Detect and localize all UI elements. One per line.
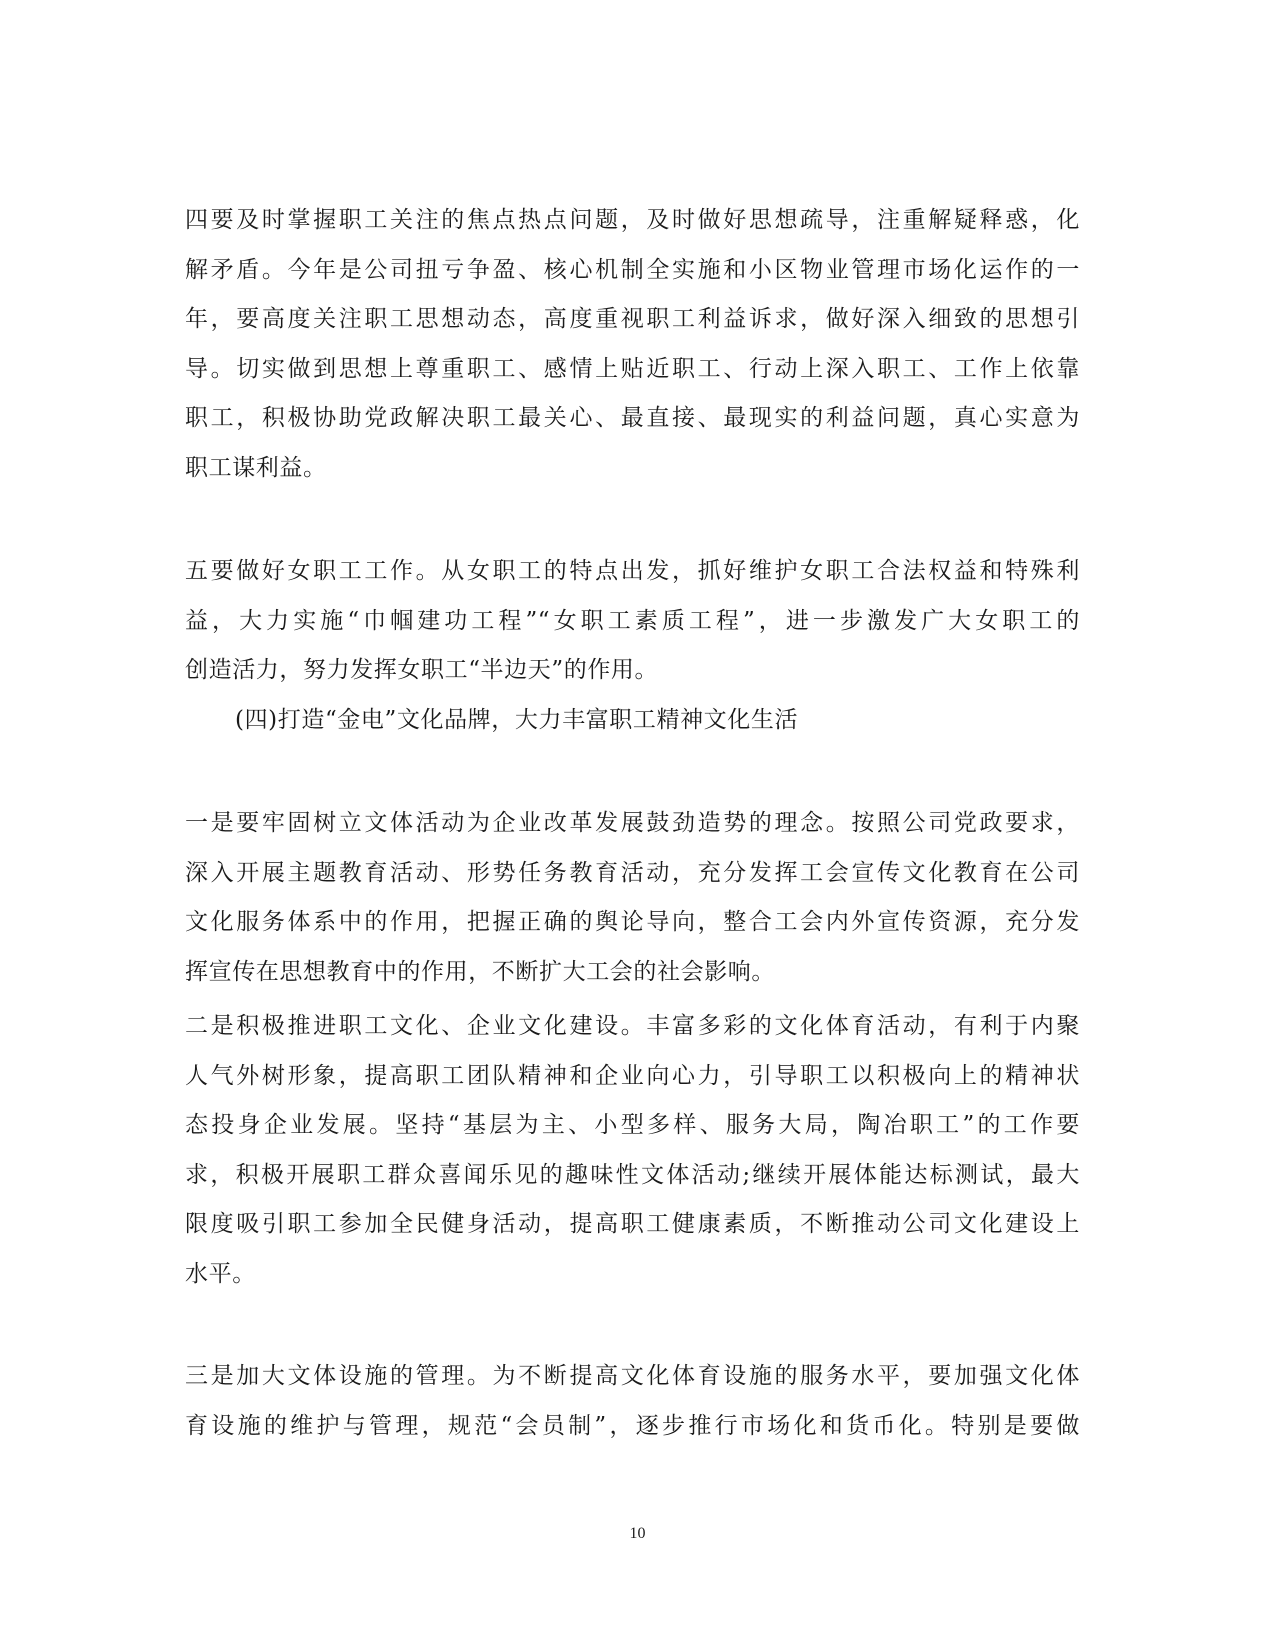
text-line: 人气外树形象，提高职工团队精神和企业向心力，引导职工以积极向上的精神状: [185, 1062, 1080, 1089]
paragraph-item-five: [185, 547, 1080, 696]
text-line: 创造活力，努力发挥女职工“半边天”的作用。: [185, 657, 659, 684]
text-line: 年，要高度关注职工思想动态，高度重视职工利益诉求，做好深入细致的思想引: [185, 306, 1080, 333]
paragraph-item-two: [185, 1002, 1080, 1300]
paragraph-item-three: [185, 1352, 1080, 1451]
paragraph-item-four: [185, 196, 1080, 494]
text-line: 解矛盾。今年是公司扭亏争盈、核心机制全实施和小区物业管理市场化运作的一: [185, 256, 1080, 283]
text-line: 水平。: [185, 1260, 256, 1287]
text-line: 求，积极开展职工群众喜闻乐见的趣味性文体活动;继续开展体能达标测试，最大: [185, 1161, 1080, 1188]
text-line: 文化服务体系中的作用，把握正确的舆论导向，整合工会内外宣传资源，充分发: [185, 909, 1080, 936]
text-line: 深入开展主题教育活动、形势任务教育活动，充分发挥工会宣传文化教育在公司: [185, 859, 1080, 886]
text-line: 二是积极推进职工文化、企业文化建设。丰富多彩的文化体育活动，有利于内聚: [185, 1013, 1080, 1039]
text-line: 育设施的维护与管理，规范“会员制”，逐步推行市场化和货币化。特别是要做: [185, 1412, 1080, 1439]
text-line: 五要做好女职工工作。从女职工的特点出发，抓好维护女职工合法权益和特殊利: [185, 558, 1080, 584]
text-line: 三是加大文体设施的管理。为不断提高文化体育设施的服务水平，要加强文化体: [185, 1363, 1080, 1389]
page-number: 10: [629, 1525, 646, 1542]
text-line: 限度吸引职工参加全民健身活动，提高职工健康素质，不断推动公司文化建设上: [185, 1211, 1080, 1238]
text-line: 四要及时掌握职工关注的焦点热点问题，及时做好思想疏导，注重解疑释惑，化: [185, 207, 1080, 233]
text-line: 导。切实做到思想上尊重职工、感情上贴近职工、行动上深入职工、工作上依靠: [185, 355, 1080, 382]
text-line: 益，大力实施“巾帼建功工程”“女职工素质工程”，进一步激发广大女职工的: [185, 607, 1080, 634]
text-line: 职工，积极协助党政解决职工最关心、最直接、最现实的利益问题，真心实意为: [185, 405, 1080, 432]
text-line: 挥宣传在思想教育中的作用，不断扩大工会的社会影响。: [185, 958, 775, 985]
paragraph-item-one: [185, 799, 1080, 997]
section-heading: (四)打造“金电”文化品牌，大力丰富职工精神文化生活: [235, 707, 799, 733]
text-line: 职工谋利益。: [185, 454, 327, 481]
text-line: 态投身企业发展。坚持“基层为主、小型多样、服务大局，陶冶职工”的工作要: [185, 1112, 1080, 1139]
text-line: 一是要牢固树立文体活动为企业改革发展鼓劲造势的理念。按照公司党政要求，: [185, 810, 1080, 836]
